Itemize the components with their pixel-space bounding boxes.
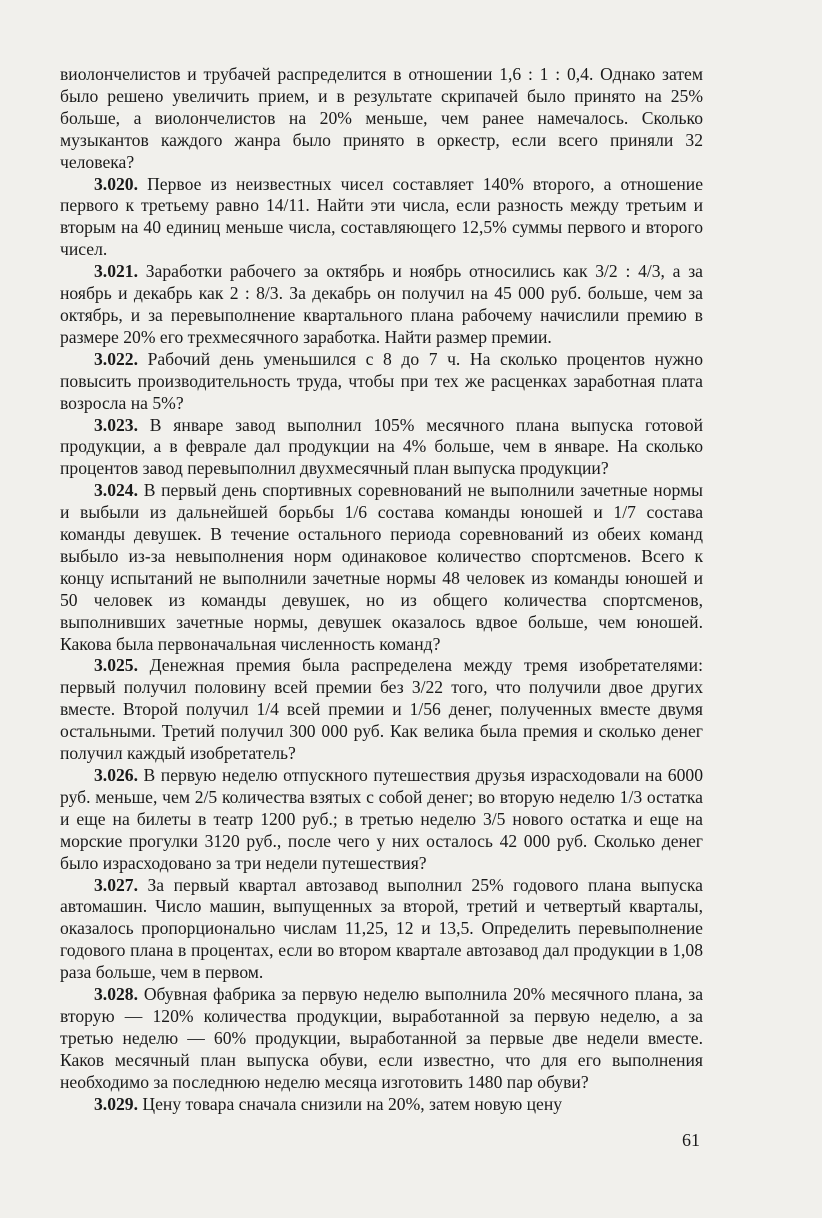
problem-number: 3.028. — [94, 984, 138, 1005]
problem-3-028 — [60, 984, 703, 1094]
problem-number: 3.023. — [94, 414, 138, 435]
problem-number: 3.027. — [94, 874, 138, 895]
problem-text: В первый день спортивных соревнований не выполнили зачетные нормы и выбыли из дальнейшей борьбы 1/6 состава команды юношей и 1/7 состава команды девушек. В течение остального периода соревнований из обеих команд выбыло из-за невыполнения норм одинаковое количество спортсменов. Всего к концу испытаний не выполнили зачетные нормы 48 человек из команды юношей и 50 человек из команды девушек, но из общего количества спортсменов, выполнивших зачетные нормы, девушек оказалось вдвое больше, чем юношей. Какова была первоначальная численность команд? — [60, 480, 704, 654]
problem-text: В первую неделю отпускного путешествия друзья израсходовали на 6000 руб. меньше, чем 2/5 количества взятых с собой денег; во вторую неделю 1/3 остатка и еще на билеты в театр 1200 руб.; в третью неделю 3/5 нового остатка и еще на морские прогулки 3120 руб., после чего у них осталось 42 000 руб. Сколько денег было израсходовано за три недели путешествия? — [60, 765, 703, 873]
problem-text: Рабочий день уменьшился с 8 до 7 ч. На сколько процентов нужно повысить производительность труда, чтобы при тех же расценках заработная плата возросла на 5%? — [60, 348, 703, 413]
problem-3-027 — [60, 875, 703, 985]
problem-text: В январе завод выполнил 105% месячного плана выпуска готовой продукции, а в феврале дал продукции на 4% больше, чем в январе. На сколько процентов завод перевыполнил двухмесячный план выпуска продукции? — [60, 414, 703, 479]
problem-number: 3.024. — [94, 480, 138, 501]
problem-number: 3.025. — [94, 655, 138, 676]
problem-text: Первое из неизвестных чисел составляет 140% второго, а отношение первого к третьему равно 14/11. Найти эти числа, если разность между третьим и вторым на 40 единиц меньше числа, составляющего 12,5% суммы первого и второго чисел. — [60, 173, 704, 260]
problem-number: 3.029. — [94, 1093, 138, 1114]
problem-number: 3.020. — [94, 173, 138, 194]
problem-3-023 — [60, 415, 703, 481]
problem-text: Заработки рабочего за октябрь и ноябрь относились как 3/2 : 4/3, а за ноябрь и декабрь как 2 : 8/3. За декабрь он получил на 45 000 руб. больше, чем за октябрь, и за перевыполнение квартального плана рабочему начислили премию в размере 20% его трехмесячного заработка. Найти размер премии. — [60, 261, 703, 347]
problem-text: Цену товара сначала снизили на 20%, затем новую цену — [142, 1093, 563, 1114]
problem-text: За первый квартал автозавод выполнил 25% годового плана выпуска автомашин. Число машин, выпущенных за второй, третий и четвертый кварталы, оказалось пропорционально числам 11,25, 12 и 13,5. Определить перевыполнение годового плана в процентах, если во втором квартале автозавод дал продукции в 1,08 раза больше, чем в первом. — [60, 874, 703, 983]
problem-3-025 — [60, 655, 703, 765]
problem-3-021 — [60, 261, 703, 349]
problem-3-024 — [60, 480, 703, 655]
problem-number: 3.021. — [94, 261, 138, 282]
problem-3-020 — [60, 174, 703, 262]
problem-number: 3.026. — [94, 765, 138, 785]
problem-3-022 — [60, 349, 703, 415]
problem-3-029 — [60, 1094, 703, 1116]
problem-text: виолончелистов и трубачей распределится в отношении 1,6 : 1 : 0,4. Однако затем было решено увеличить прием, и в результате скрипачей было принято на 25% больше, а виолончелистов на 20% меньше, чем ранее намечалось. Сколько музыкантов каждого жанра было принято в оркестр, если всего приняли 32 человека? — [60, 64, 703, 172]
problem-text: Обувная фабрика за первую неделю выполнила 20% месячного плана, за вторую — 120% количества продукции, выработанной за первую неделю, а за третью неделю — 60% продукции, выработанной за первые две недели вместе. Каков месячный план выпуска обуви, если известно, что для его выполнения необходимо за последнюю неделю месяца изготовить 1480 пар обуви? — [60, 984, 704, 1092]
problem-3-026 — [60, 765, 703, 875]
problem-number: 3.022. — [94, 348, 138, 369]
page-body — [60, 64, 703, 1116]
page-number: 61 — [682, 1130, 700, 1150]
paragraph-continuation — [60, 64, 703, 174]
problem-text: Денежная премия была распределена между тремя изобретателями: первый получил половину всей премии без 3/22 того, что получили двое других вместе. Второй получил 1/4 всей премии и 1/56 денег, полученных вместе двумя остальными. Третий получил 300 000 руб. Как велика была премия и сколько денег получил каждый изобретатель? — [60, 655, 703, 764]
